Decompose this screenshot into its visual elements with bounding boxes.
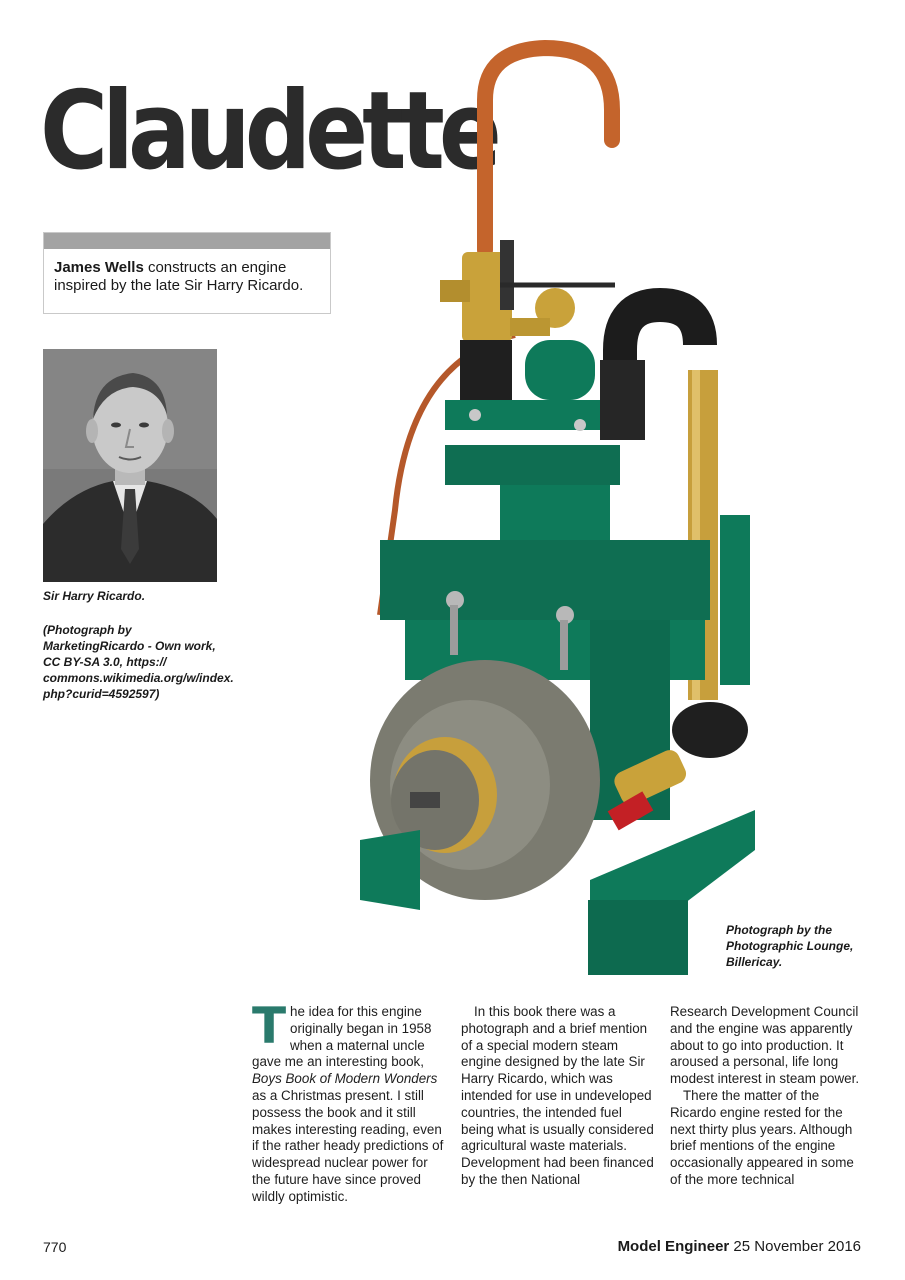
portrait-credit: (Photograph by MarketingRicardo - Own work, CC BY-SA 3.0, https:// commons.wikimedia.org/w/index. php?curid=4592597) [43, 623, 234, 701]
portrait-caption: Sir Harry Ricardo. [43, 589, 146, 603]
author-name: James Wells [54, 259, 144, 276]
body-column-1 [252, 1004, 448, 1206]
body-paragraph-1 [252, 1004, 448, 1206]
issue-date: 25 November 2016 [729, 1238, 861, 1255]
engine-illustration [350, 40, 770, 980]
body-paragraph-3: Research Development Council and the engine was apparently about to go into production. It aroused a personal, life long modest interest in steam power. [670, 1004, 860, 1087]
standfirst [54, 259, 320, 295]
col1-text: he idea for this engine originally began in 1958 when a maternal uncle gave me an interesting book, [252, 1004, 432, 1070]
body-paragraph-2: In this book there was a photograph and a brief mention of a special modern steam engine designed by the late Sir Harry Ricardo, which was intended for use in undeveloped countries, the intended fuel being what is usually considered agricultural waste materials. Development had been financed by the then National [461, 1004, 654, 1187]
body-paragraph-4: There the matter of the Ricardo engine rested for the next thirty plus years. Although brief mentions of the engine occasionally appeared in some of the more technical [670, 1087, 854, 1187]
article-title: Claudette [40, 69, 496, 194]
standfirst-box [43, 232, 331, 314]
body-column-3 [670, 1004, 866, 1189]
book-title: Boys Book of Modern Wonders [252, 1071, 438, 1087]
magazine-name: Model Engineer [617, 1238, 730, 1255]
page-number: 770 [43, 1239, 67, 1255]
portrait-photo [43, 349, 217, 582]
portrait-illustration [43, 349, 217, 582]
col1-rest: as a Christmas present. I still possess the book and it still makes interesting reading, even if the rather heady predictions of widespread nuclear power for the future have since proved wildly optimistic. [252, 1087, 444, 1204]
footer-publication [618, 1238, 861, 1255]
standfirst-bar [44, 233, 330, 249]
engine-photo-credit: Photograph by the Photographic Lounge, Billericay. [726, 923, 854, 969]
drop-cap: T [252, 1006, 286, 1048]
standfirst-text: constructs an engine inspired by the late Sir Harry Ricardo. [54, 259, 304, 294]
body-column-2 [461, 1004, 657, 1189]
engine-photo [350, 40, 770, 980]
